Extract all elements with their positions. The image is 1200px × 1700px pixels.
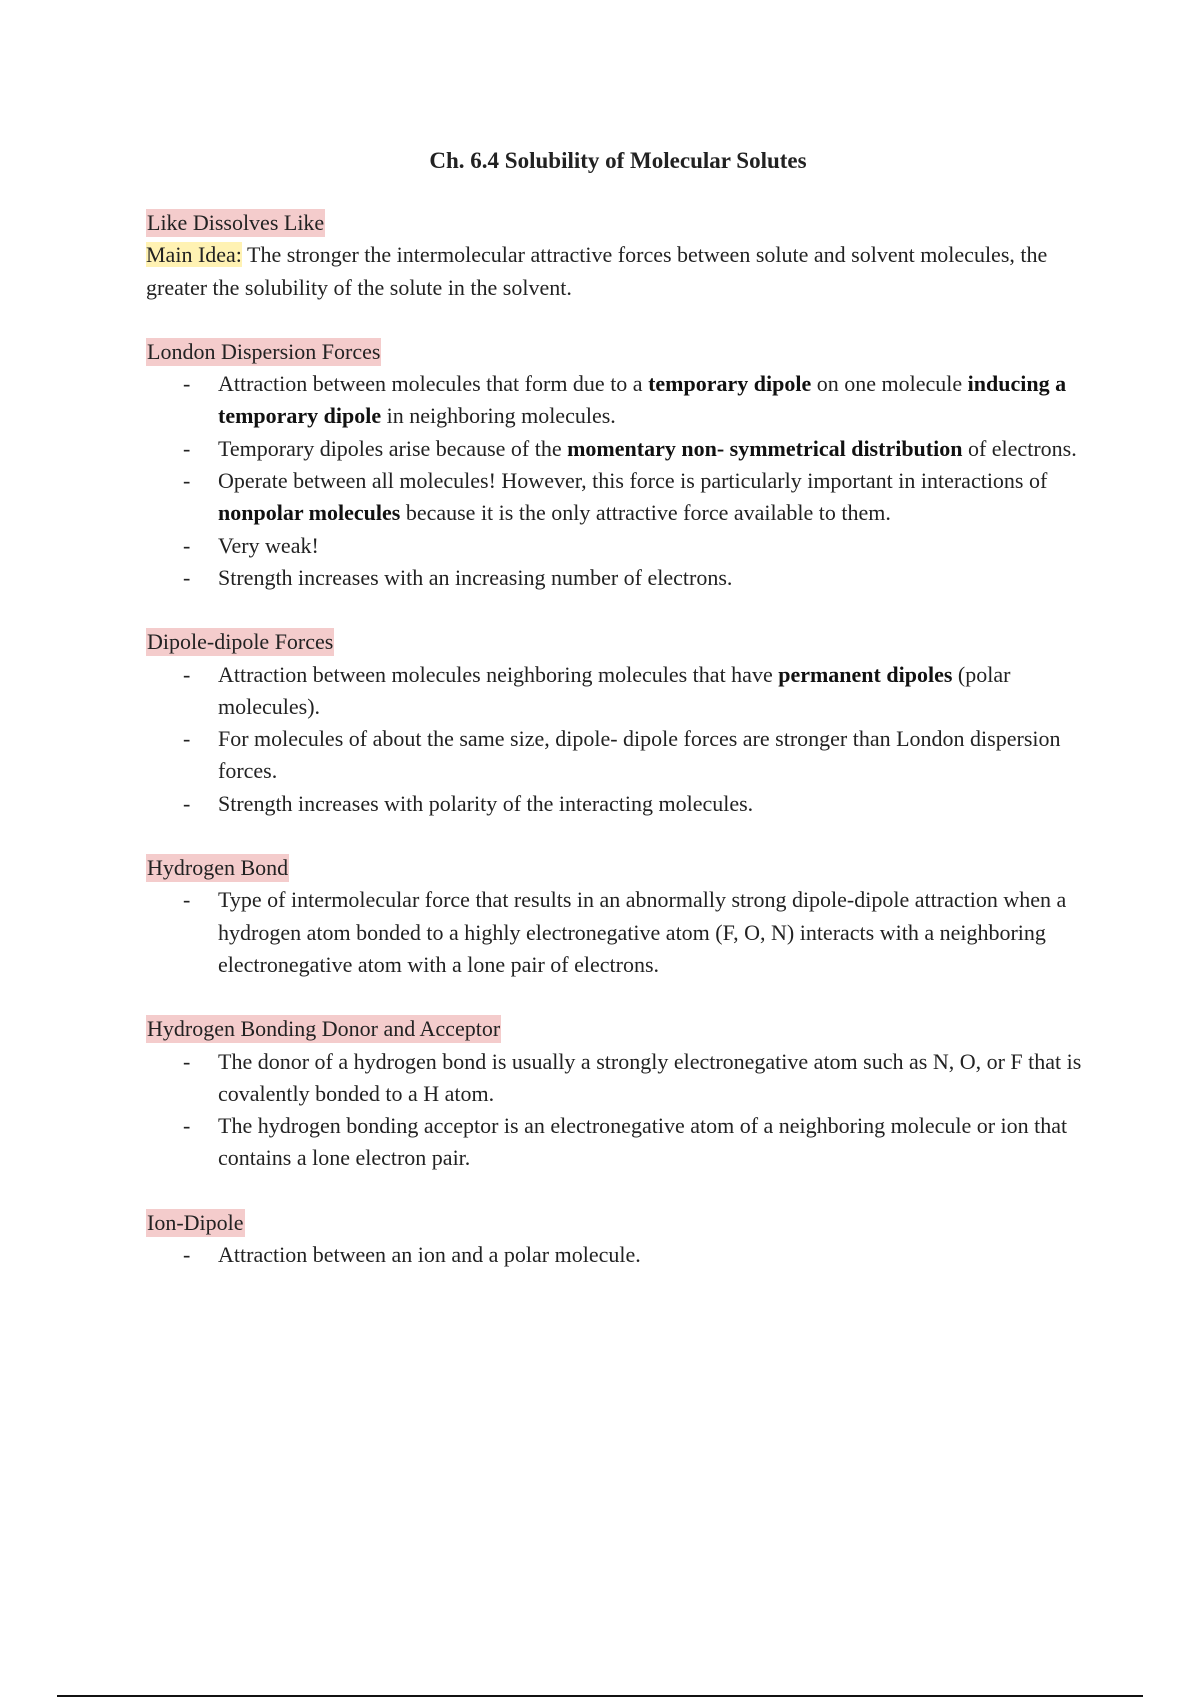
section-heading: Like Dissolves Like (147, 210, 325, 235)
bullet-list (146, 1239, 1096, 1271)
list-item: - Attraction between an ion and a polar molecule. (146, 1239, 1096, 1271)
page-title: Ch. 6.4 Solubility of Molecular Solutes (429, 148, 807, 173)
main-idea-text: The stronger the intermolecular attractive forces between solute and solvent molecules, the greater the solubility of the solute in the solvent. (146, 242, 1048, 300)
section-london-dispersion (146, 336, 1096, 594)
list-item: - The hydrogen bonding acceptor is an electronegative atom of a neighboring molecule or ion that contains a lone electron pair. (146, 1110, 1096, 1175)
bold-term: temporary dipole (648, 371, 812, 397)
bold-term: permanent dipoles (778, 661, 953, 687)
section-donor-acceptor (146, 1013, 1096, 1174)
bullet-list (146, 884, 1096, 981)
list-item: - Strength increases with polarity of the interacting molecules. (146, 788, 1096, 820)
list-item: - Temporary dipoles arise because of the momentary non- symmetrical distribution of electrons. (146, 433, 1096, 465)
main-idea-label: Main Idea: (146, 242, 242, 268)
bullet-list (146, 659, 1096, 820)
section-heading: Hydrogen Bonding Donor and Acceptor (147, 1016, 501, 1042)
list-item: - Operate between all molecules! However, this force is particularly important in interactions of nonpolar molecules because it is the only attractive force available to them. (146, 465, 1096, 530)
page-bottom-rule (57, 1695, 1143, 1697)
section-dipole-dipole (146, 626, 1096, 820)
section-heading: Hydrogen Bond (147, 855, 289, 881)
section-heading: Ion-Dipole (147, 1209, 244, 1235)
bullet-list (146, 1046, 1096, 1175)
list-item: - The donor of a hydrogen bond is usually a strongly electronegative atom such as N, O, or F that is covalently bonded to a H atom. (146, 1046, 1096, 1111)
section-heading: Dipole-dipole Forces (147, 629, 334, 655)
section-hydrogen-bond (146, 852, 1096, 981)
bullet-list (146, 368, 1096, 594)
bold-term: nonpolar molecules (218, 500, 401, 526)
list-item: - Strength increases with an increasing number of electrons. (146, 562, 1096, 594)
main-idea-paragraph (146, 239, 1096, 304)
list-item: - Attraction between molecules that form due to a temporary dipole on one molecule inducing a temporary dipole in neighboring molecules. (146, 368, 1096, 433)
bold-term: momentary non- symmetrical distribution (567, 435, 963, 461)
section-ion-dipole (146, 1207, 1096, 1272)
document-body (146, 207, 1096, 1303)
list-item: - Very weak! (146, 530, 1096, 562)
section-like-dissolves-like (146, 207, 1096, 304)
list-item: - Attraction between molecules neighboring molecules that have permanent dipoles (polar molecules). (146, 659, 1096, 724)
list-item: - For molecules of about the same size, dipole- dipole forces are stronger than London dispersion forces. (146, 723, 1096, 788)
section-heading: London Dispersion Forces (147, 338, 381, 364)
list-item: - Type of intermolecular force that results in an abnormally strong dipole-dipole attraction when a hydrogen atom bonded to a highly electronegative atom (F, O, N) interacts with a neighboring electronegative atom with a lone pair of electrons. (146, 884, 1096, 981)
bold-term: inducing a temporary dipole (218, 371, 1067, 429)
